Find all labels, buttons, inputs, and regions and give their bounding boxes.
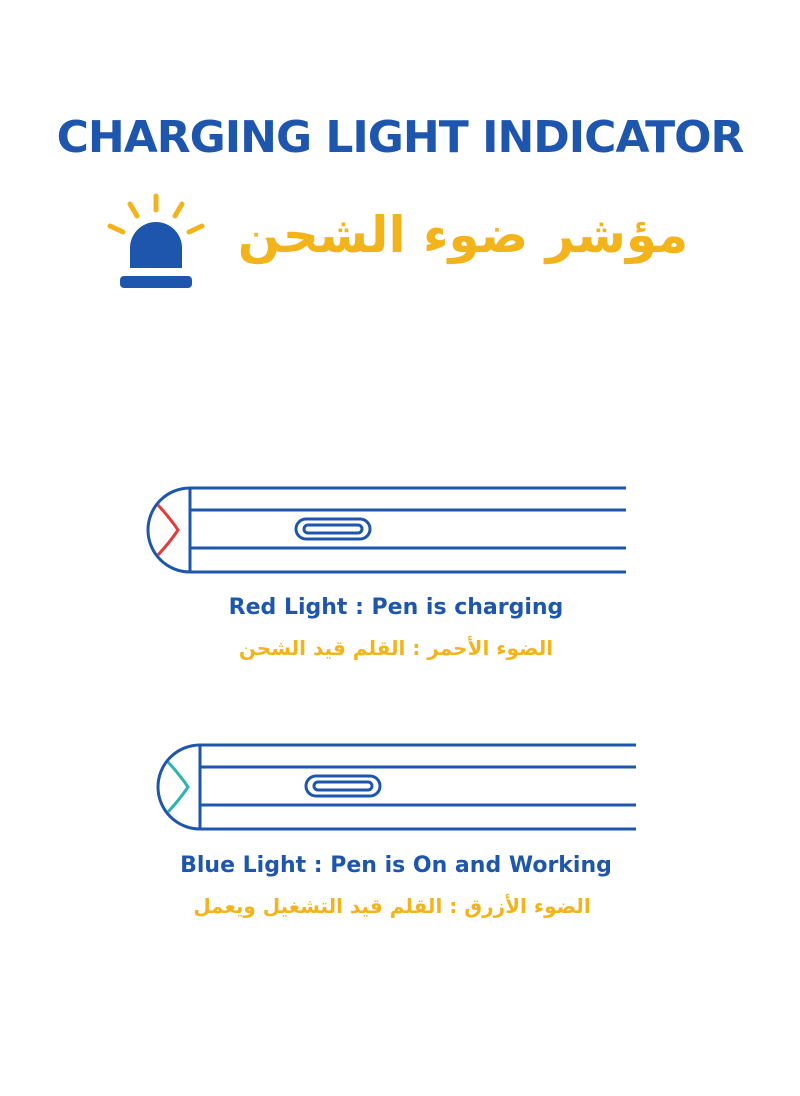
- page-title: CHARGING LIGHT INDICATOR: [56, 112, 744, 163]
- siren-light-icon: [104, 192, 208, 296]
- page-title-arabic: مؤشر ضوء الشحن: [237, 206, 689, 264]
- caption-red-light-en: Red Light : Pen is charging: [228, 595, 564, 620]
- pen-light-blue: [168, 762, 188, 812]
- pen-illustration-working: [150, 735, 650, 839]
- caption-blue-light-ar: الضوء الأزرق : القلم قيد التشغيل ويعمل: [193, 894, 591, 918]
- pen-light-red: [158, 505, 178, 555]
- pen-illustration-charging: [140, 478, 640, 582]
- caption-red-light-ar: الضوء الأحمر : القلم قيد الشحن: [238, 636, 554, 660]
- caption-blue-light-en: Blue Light : Pen is On and Working: [180, 853, 612, 878]
